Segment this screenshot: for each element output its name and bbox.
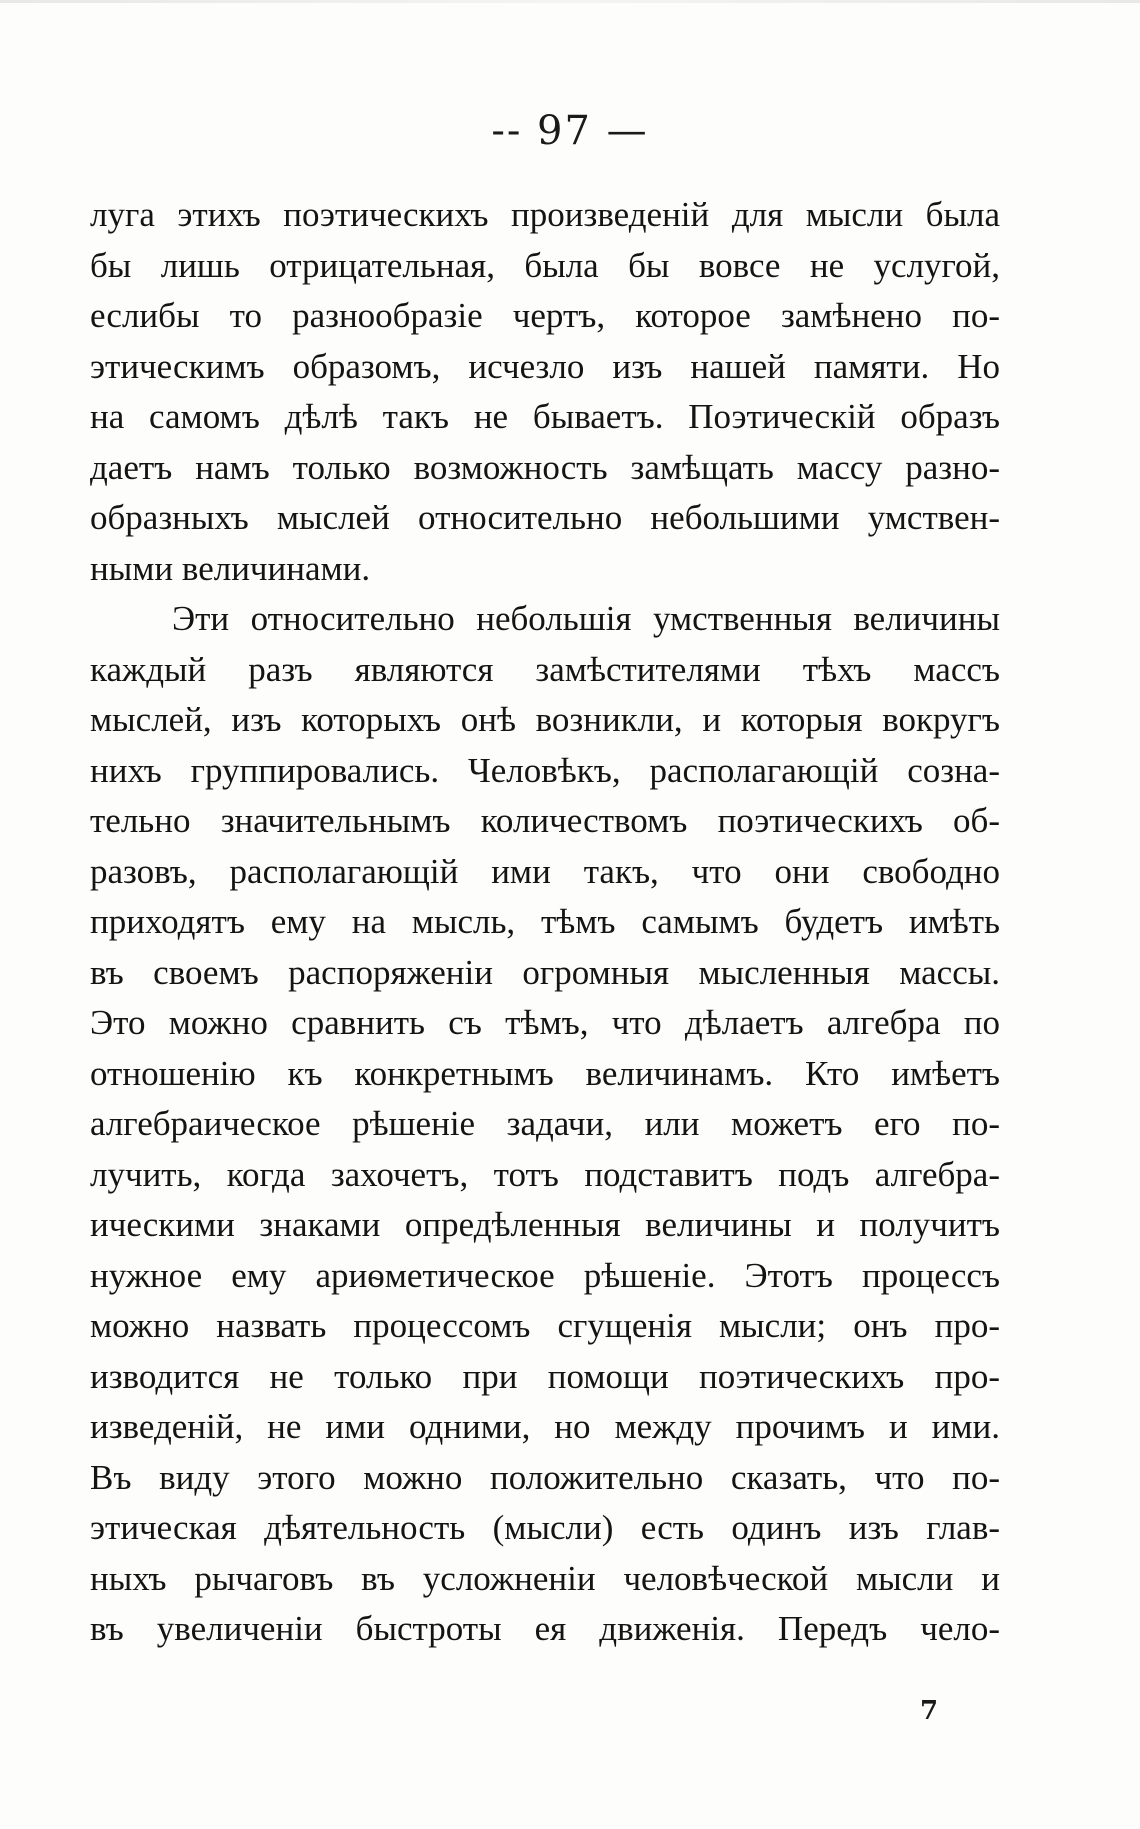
paragraph-1: [90, 190, 1000, 594]
text-line: отношенiю къ конкретнымъ величинамъ. Кто имѣетъ: [90, 1053, 1000, 1093]
text-line: разовъ, располагающiй ими такъ, что они свободно: [90, 851, 1000, 891]
text-line: ическими знаками опредѣленныя величины и получитъ: [90, 1205, 1000, 1244]
text-line: этическая дѣятельность (мысли) есть одинъ изъ глав-: [90, 1508, 1000, 1547]
scan-edge: [0, 0, 1140, 3]
signature-mark: 7: [920, 1696, 939, 1726]
text-line: изводится не только при помощи поэтическихъ про-: [90, 1356, 1000, 1396]
text-line: ными величинами.: [90, 548, 371, 588]
page-number: -- 97 —: [491, 108, 649, 154]
text-line: нихъ группировались. Человѣкъ, располагающiй созна-: [90, 750, 1000, 790]
text-line: Въ виду этого можно положительно сказать, что по-: [90, 1457, 1000, 1497]
text-line: можно назвать процессомъ сгущенiя мысли; онъ про-: [90, 1306, 1000, 1345]
paragraph-2: [90, 594, 1000, 1655]
text-line: нужное ему ариѳметическое рѣшенiе. Этотъ процессъ: [90, 1255, 1000, 1295]
text-line: луга этихъ поэтическихъ произведенiй для мысли была: [90, 195, 1000, 234]
text-line: изведенiй, не ими одними, но между прочимъ и ими.: [90, 1407, 1000, 1446]
text-line: Это можно сравнить съ тѣмъ, что дѣлаетъ алгебра по: [90, 1003, 1000, 1042]
text-line: лучить, когда захочетъ, тотъ подставитъ подъ алгебра-: [90, 1154, 1000, 1194]
text-line: каждый разъ являются замѣстителями тѣхъ массъ: [90, 649, 1000, 689]
text-line: на самомъ дѣлѣ такъ не бываетъ. Поэтическiй образъ: [90, 397, 1000, 436]
text-line: тельно значительнымъ количествомъ поэтическихъ об-: [90, 801, 1000, 840]
text-line: даетъ намъ только возможность замѣщать массу разно-: [90, 447, 1000, 487]
text-line: мыслей, изъ которыхъ онѣ возникли, и которыя вокругъ: [90, 700, 1000, 739]
text-line: еслибы то разнообразiе чертъ, которое замѣнено по-: [90, 296, 1000, 335]
text-line: въ увеличенiи быстроты ея движенiя. Передъ чело-: [90, 1609, 1000, 1648]
text-line: бы лишь отрицательная, была бы вовсе не услугой,: [90, 245, 1000, 285]
text-line: алгебраическое рѣшенiе задачи, или можетъ его по-: [90, 1104, 1000, 1143]
text-line: этическимъ образомъ, исчезло изъ нашей памяти. Но: [90, 346, 1000, 386]
text-line: ныхъ рычаговъ въ усложненiи человѣческой мысли и: [90, 1558, 1000, 1598]
text-line: въ своемъ распоряженiи огромныя мысленныя массы.: [90, 952, 1000, 992]
text-line: образныхъ мыслей относительно небольшими умствен-: [90, 498, 1000, 537]
text-line: приходятъ ему на мысль, тѣмъ самымъ будетъ имѣть: [90, 902, 1000, 941]
text-line: Эти относительно небольшiя умственныя величины: [172, 599, 1000, 638]
